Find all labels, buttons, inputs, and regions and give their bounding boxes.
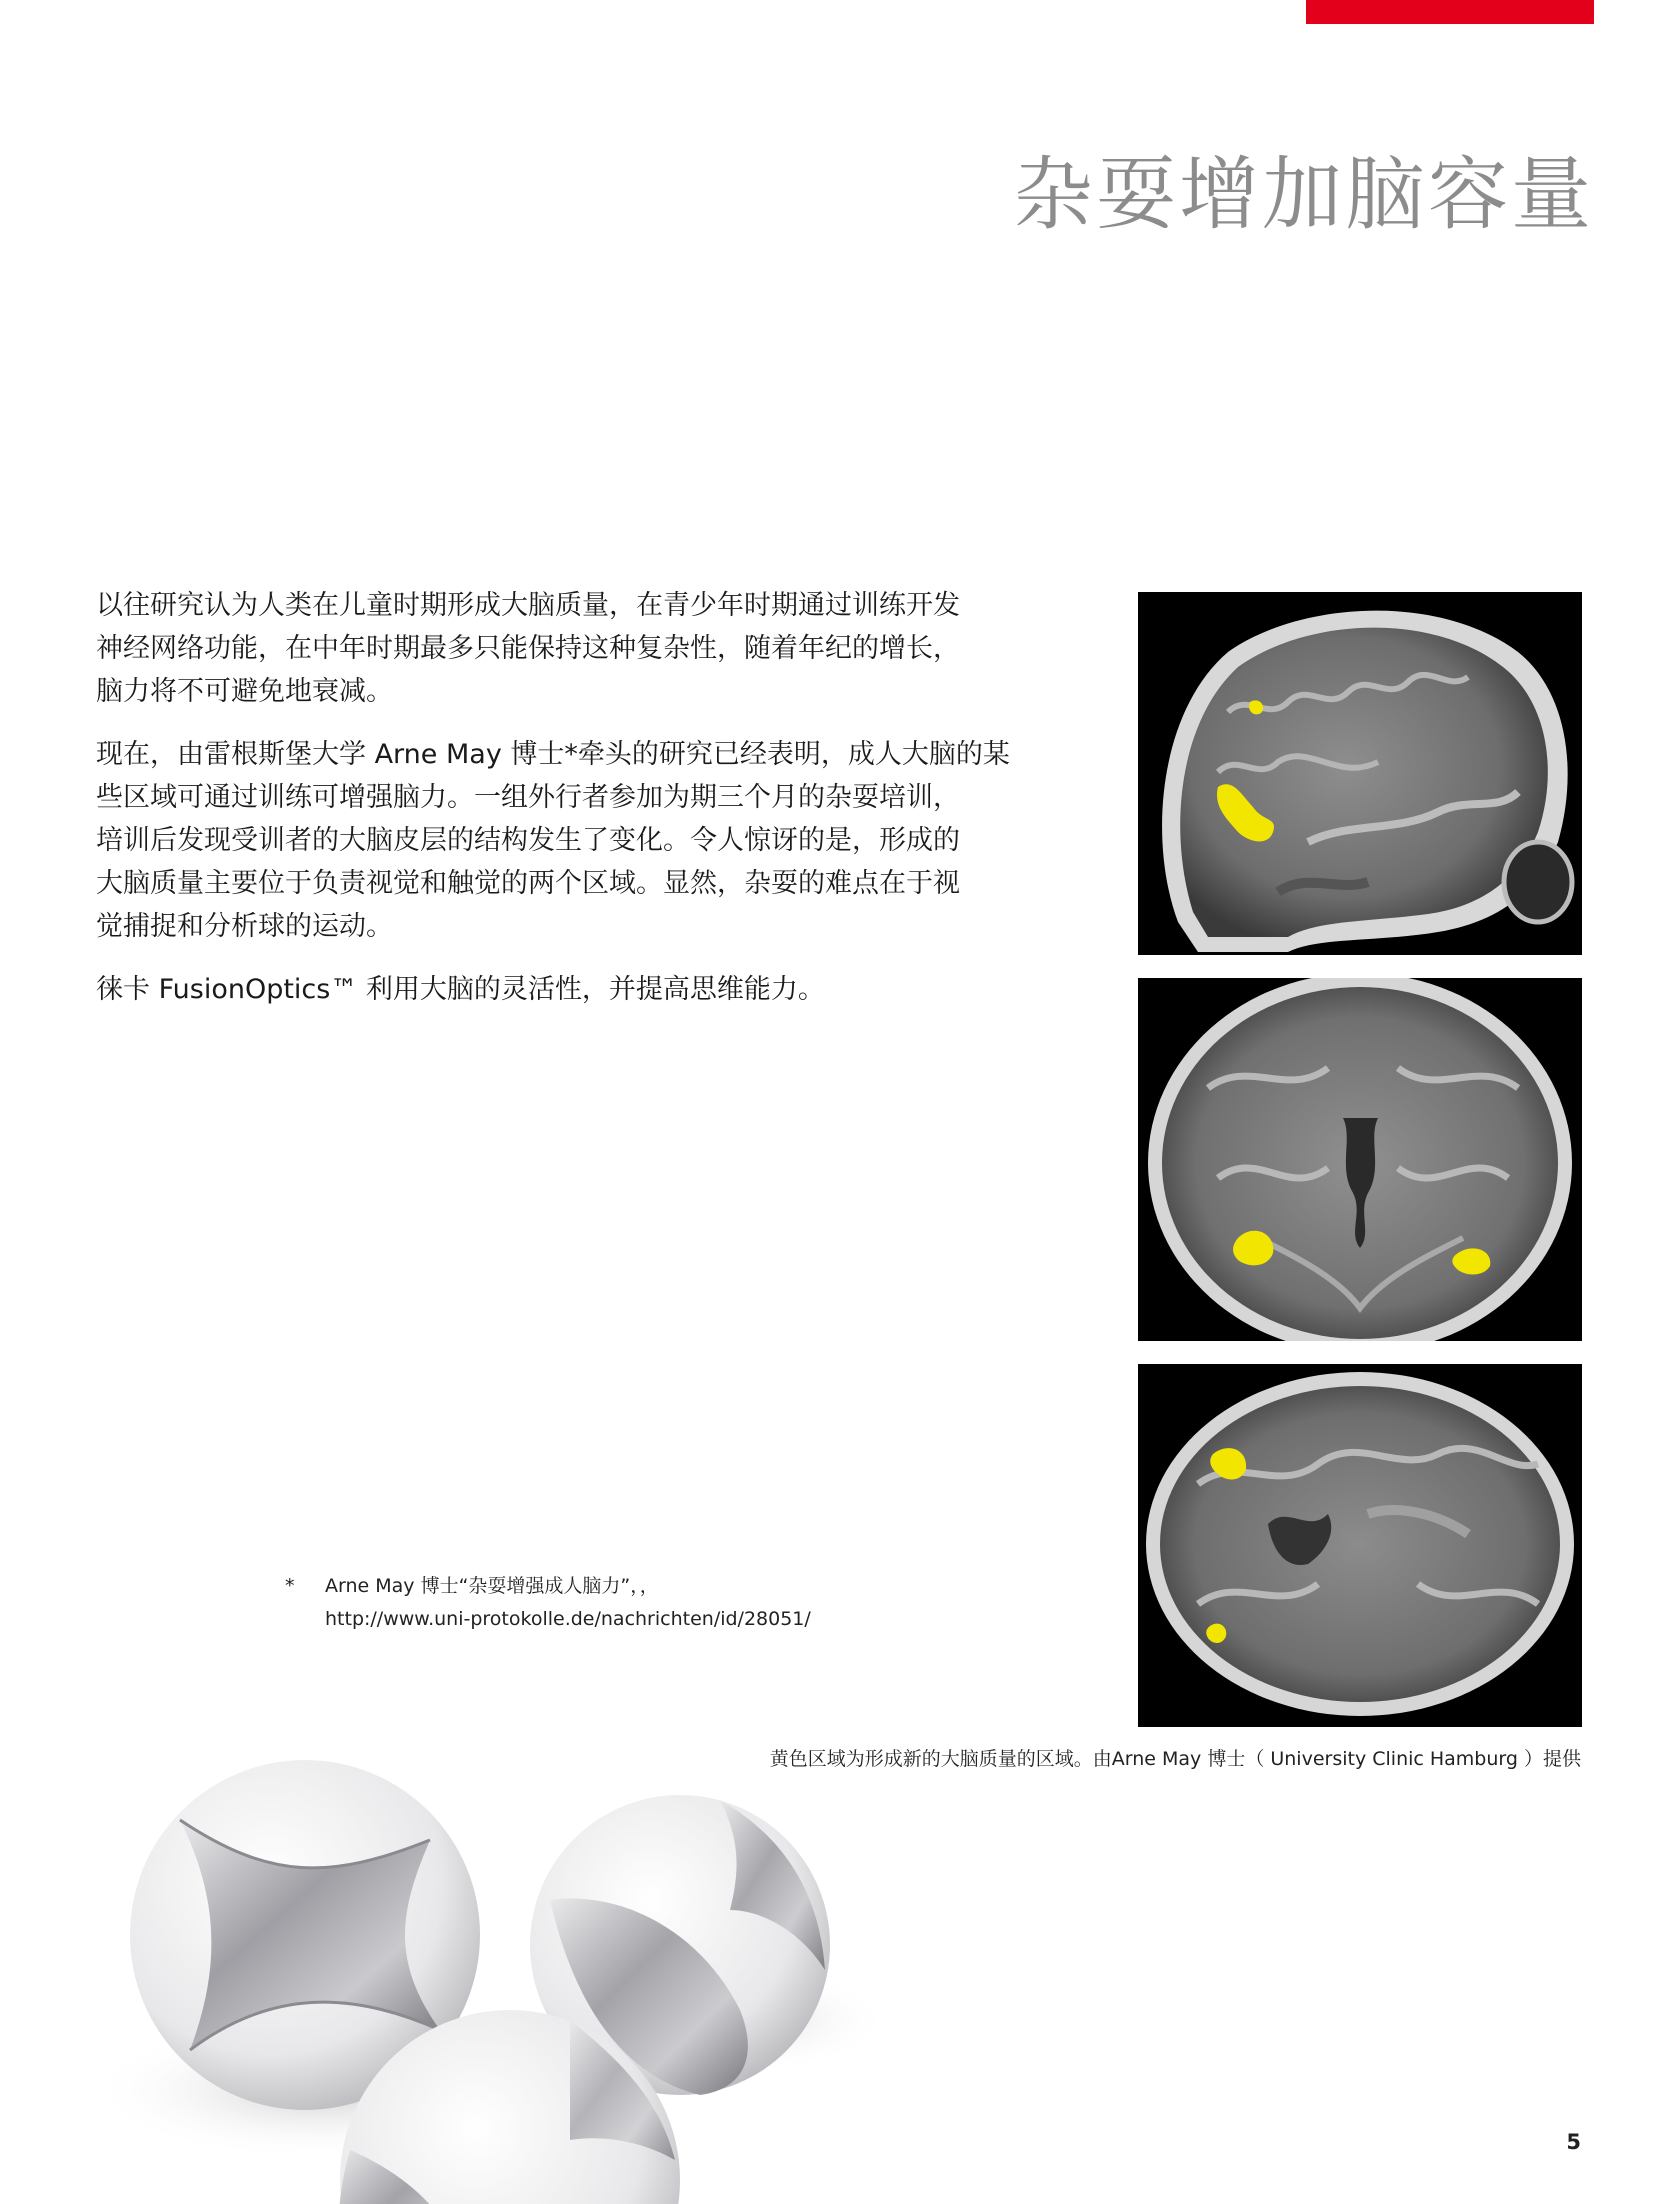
paragraph-2: 现在，由雷根斯堡大学 Arne May 博士*牵头的研究已经表明，成人大脑的某 些区域可通过训练可增强脑力。一组外行者参加为期三个月的杂耍培训， 培训后发现受训者的大脑皮层的结构发生了变化。令人惊讶的是，形成的 大脑质量主要位于负责视觉和触觉的两个区域。显然，杂耍的难点在于视 觉捕捉和分析球的运动。: [96, 739, 1010, 942]
brain-scan-axial-1: [1138, 978, 1582, 1341]
page-number: 5: [1566, 2130, 1581, 2154]
footnote-citation: Arne May 博士“杂耍增强成人脑力”，，: [325, 1575, 659, 1597]
body-text: [96, 584, 1036, 1031]
page-title: 杂耍增加脑容量: [1013, 148, 1594, 241]
brain-scan-axial-2: [1138, 1364, 1582, 1727]
footnote-url[interactable]: http://www.uni-protokolle.de/nachrichten/id/28051/: [325, 1608, 811, 1630]
accent-bar: [1306, 0, 1594, 24]
brain-scan-sagittal: [1138, 592, 1582, 955]
figure-caption: 黄色区域为形成新的大脑质量的区域。由Arne May 博士（ University Clinic Hamburg ）提供: [769, 1748, 1581, 1770]
paragraph-1: 以往研究认为人类在儿童时期形成大脑质量，在青少年时期通过训练开发 神经网络功能，在中年时期最多只能保持这种复杂性，随着年纪的增长， 脑力将不可避免地衰减。: [96, 590, 960, 707]
footnote-marker: *: [285, 1575, 295, 1597]
juggling-balls-image: [100, 1760, 920, 2204]
paragraph-3: 徕卡 FusionOptics™ 利用大脑的灵活性，并提高思维能力。: [96, 974, 825, 1005]
